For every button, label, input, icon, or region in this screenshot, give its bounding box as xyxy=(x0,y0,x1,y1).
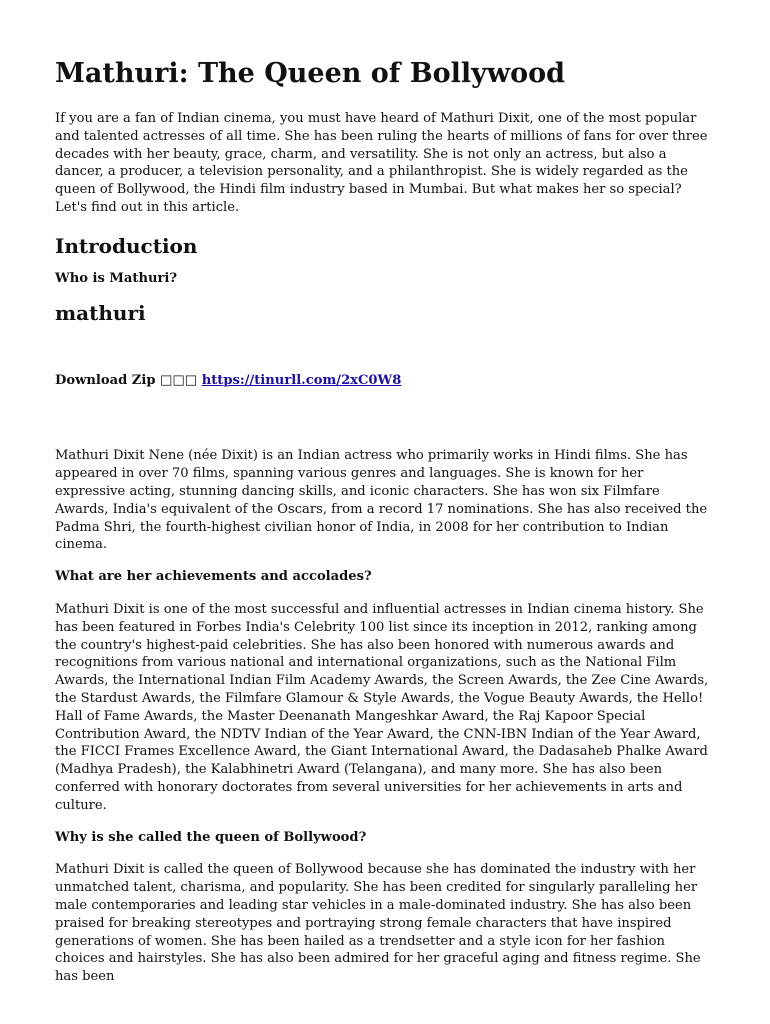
download-line xyxy=(55,372,714,390)
intro-paragraph: If you are a fan of Indian cinema, you must have heard of Mathuri Dixit, one of the most popular and talented actresses of all time. She has been ruling the hearts of millions of fans for over three decades with her beauty, grace, charm, and versatility. She is not only an actress, but also a dancer, a producer, a television personality, and a philanthropist. She is widely regarded as the queen of Bollywood, the Hindi film industry based in Mumbai. But what makes her so special? Let's find out in this article. xyxy=(55,111,708,215)
subheading-mathuri: mathuri xyxy=(55,300,146,325)
question-achievements: What are her achievements and accolades? xyxy=(55,569,372,585)
question-who-is-mathuri: Who is Mathuri? xyxy=(55,270,178,286)
download-label: Download Zip □□□ xyxy=(55,372,198,388)
page-title: Mathuri: The Queen of Bollywood xyxy=(55,58,565,89)
question-queen: Why is she called the queen of Bollywood? xyxy=(55,829,367,845)
achievements-paragraph: Mathuri Dixit is one of the most successful and influential actresses in Indian cinema history. She has been featured in Forbes India's Celebrity 100 list since its inception in 2012, ranking among the country's highest-paid celebrities. She has also been honored with numerous awards and recognitions from various national and international organizations, such as the National Film Awards, the International Indian Film Academy Awards, the Screen Awards, the Zee Cine Awards, the Stardust Awards, the Filmfare Glamour & Style Awards, the Vogue Beauty Awards, the Hello! Hall of Fame Awards, the Master Deenanath Mangeshkar Award, the Raj Kapoor Special Contribution Award, the NDTV Indian of the Year Award, the CNN-IBN Indian of the Year Award, the FICCI Frames Excellence Award, the Giant International Award, the Dadasaheb Phalke Award (Madhya Pradesh), the Kalabhinetri Award (Telangana), and many more. She has also been conferred with honorary doctorates from several universities for her achievements in arts and culture. xyxy=(55,601,709,813)
queen-paragraph: Mathuri Dixit is called the queen of Bollywood because she has dominated the industry with her unmatched talent, charisma, and popularity. She has been credited for singularly paralleling her male contemporaries and leading star vehicles in a male-dominated industry. She has also been praised for breaking stereotypes and portraying strong female characters that have inspired generations of women. She has been hailed as a trendsetter and a style icon for her fashion choices and hairstyles. She has also been admired for her graceful aging and fitness regime. She has been xyxy=(55,862,701,985)
section-heading-introduction: Introduction xyxy=(55,233,198,258)
download-link[interactable]: https://tinurll.com/2xC0W8 xyxy=(201,372,402,388)
bio-paragraph: Mathuri Dixit Nene (née Dixit) is an Indian actress who primarily works in Hindi films. She has appeared in over 70 films, spanning various genres and languages. She is known for her expressive acting, stunning dancing skills, and iconic characters. She has won six Filmfare Awards, India's equivalent of the Oscars, from a record 17 nominations. She has also received the Padma Shri, the fourth-highest civilian honor of India, in 2008 for her contribution to Indian cinema. xyxy=(55,448,708,553)
